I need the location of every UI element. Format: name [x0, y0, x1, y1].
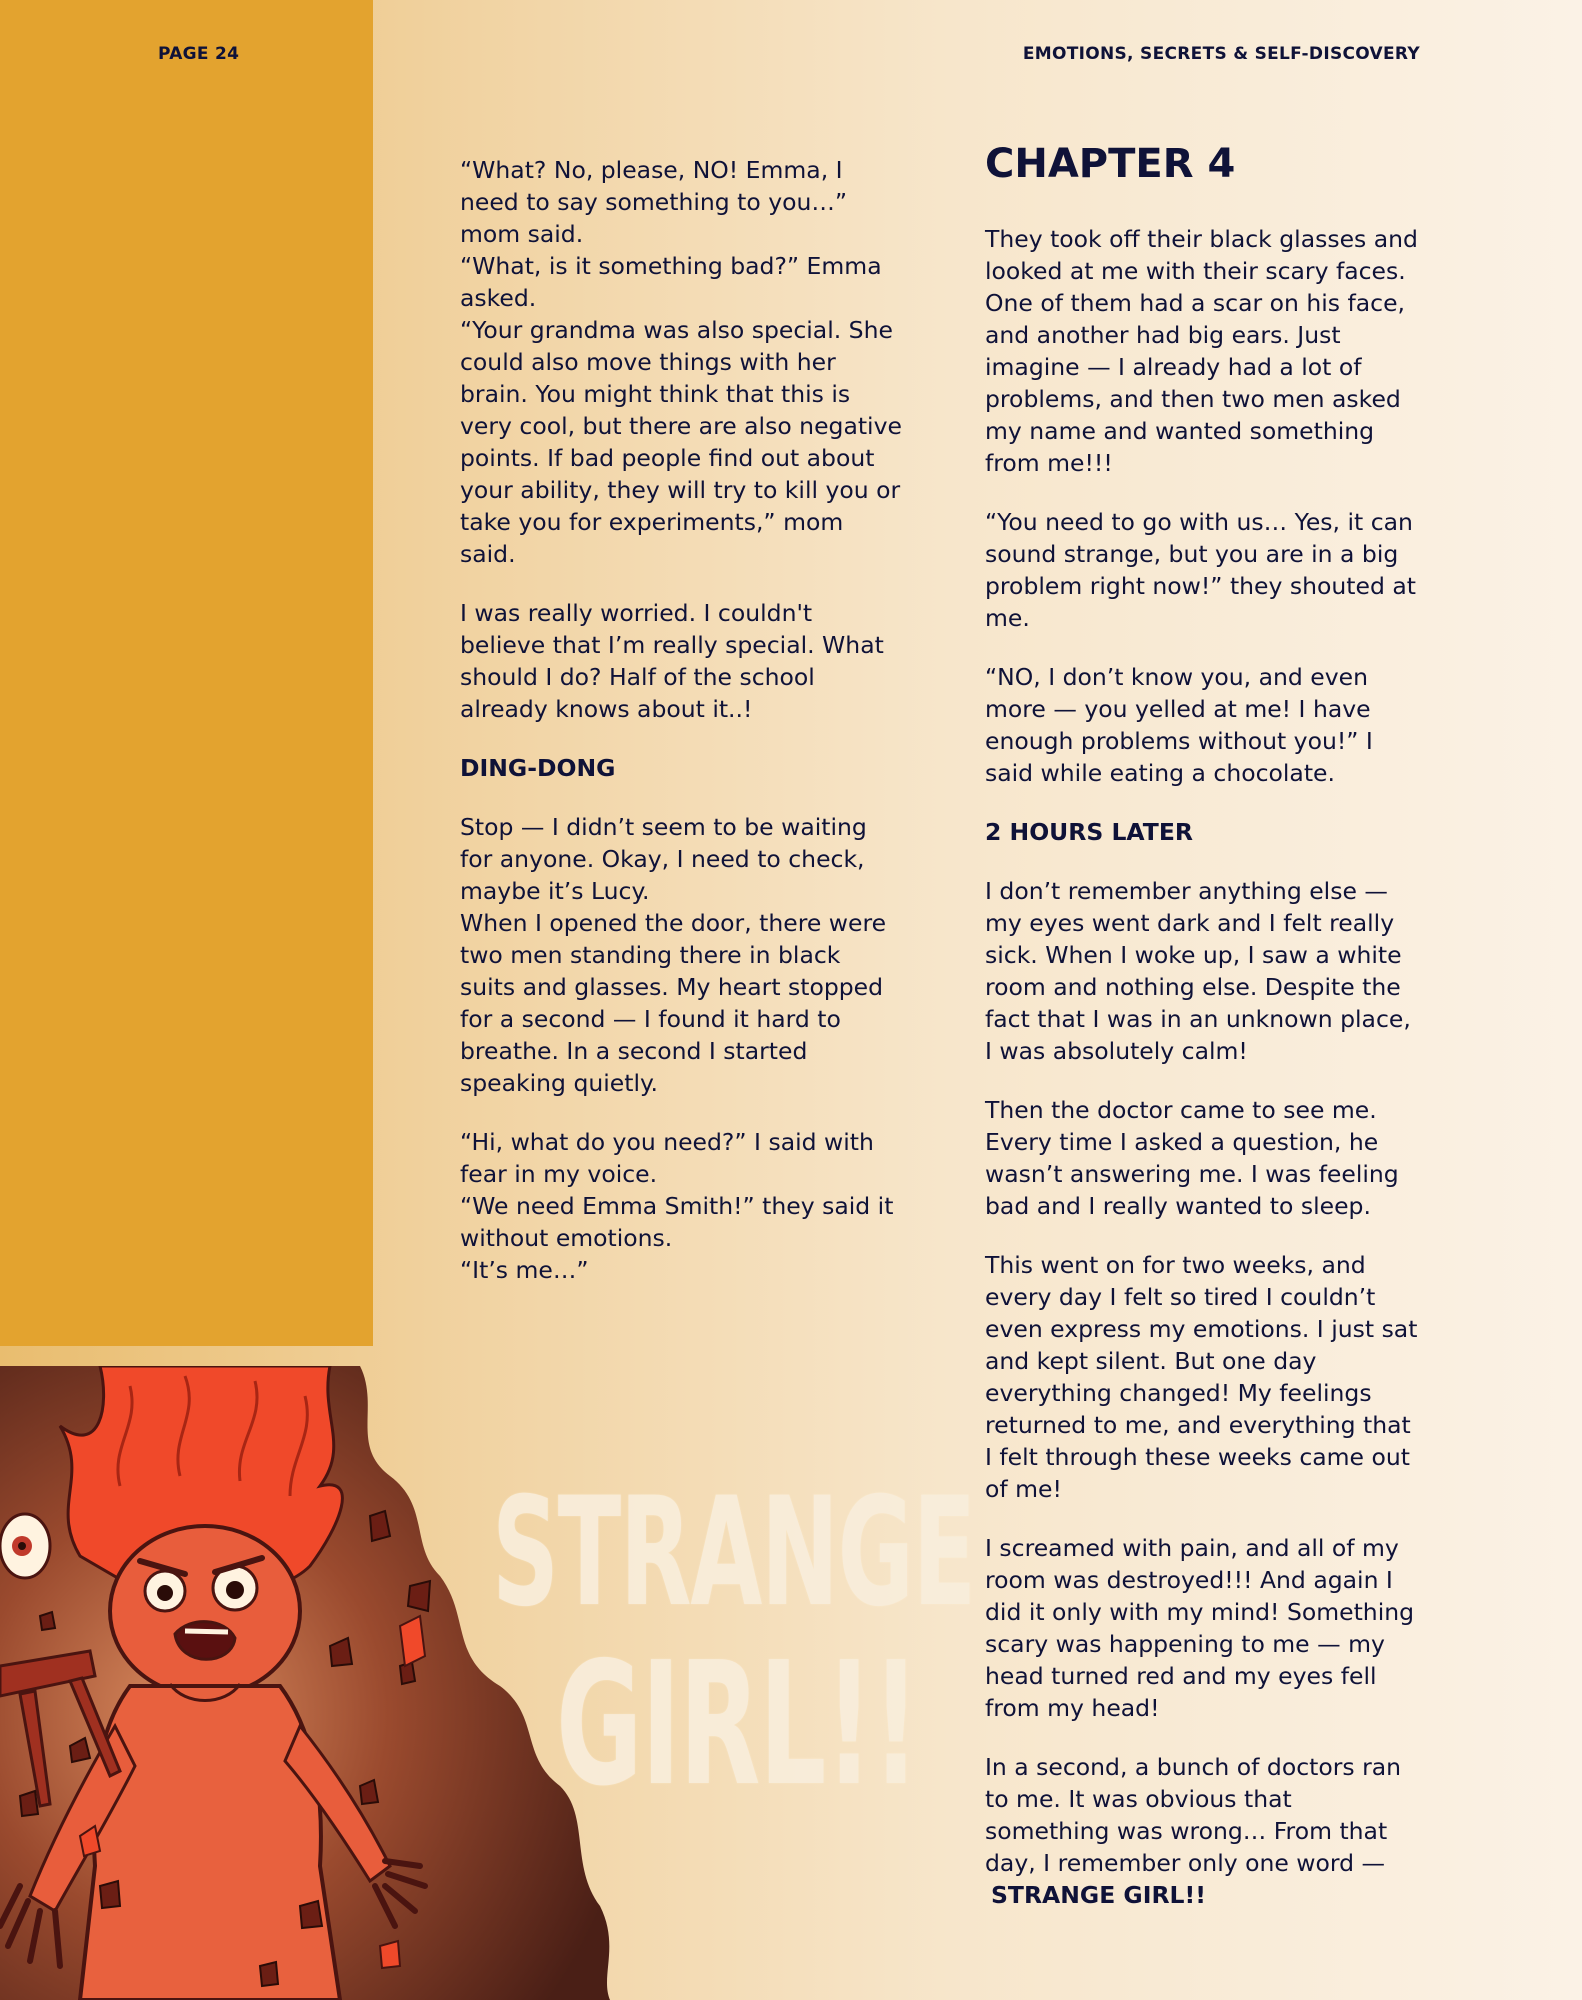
text-line: wasn’t answering me. I was feeling	[985, 1160, 1399, 1188]
paragraph	[460, 154, 910, 570]
left-text-column	[460, 154, 910, 1313]
text-line: points. If bad people find out about	[460, 444, 875, 472]
text-line: returned to me, and everything that	[985, 1411, 1411, 1439]
text-line: I screamed with pain, and all of my	[985, 1534, 1399, 1562]
text-line: for a second — I found it hard to	[460, 1005, 841, 1033]
page-number: PAGE 24	[158, 44, 240, 64]
text-line: and another had big ears. Just	[985, 321, 1341, 349]
paragraph	[985, 1751, 1425, 1911]
text-line: and kept silent. But one day	[985, 1347, 1317, 1375]
text-line: fear in my voice.	[460, 1160, 658, 1188]
section-subhead: 2 HOURS LATER	[985, 818, 1193, 846]
text-line: I was really worried. I couldn't	[460, 599, 813, 627]
text-line: breathe. In a second I started	[460, 1037, 808, 1065]
paragraph	[985, 1094, 1425, 1222]
text-line: asked.	[460, 284, 537, 312]
text-line: They took off their black glasses and	[985, 225, 1418, 253]
text-line: room and nothing else. Despite the	[985, 973, 1401, 1001]
text-line: already knows about it..!	[460, 695, 753, 723]
text-line: said while eating a chocolate.	[985, 759, 1335, 787]
text-line: “What, is it something bad?” Emma	[460, 252, 882, 280]
paragraph	[985, 223, 1425, 479]
text-line: said.	[460, 540, 516, 568]
text-line: bad and I really wanted to sleep.	[985, 1192, 1371, 1220]
text-line: suits and glasses. My heart stopped	[460, 973, 884, 1001]
text-line: without emotions.	[460, 1224, 673, 1252]
girl-head	[110, 1526, 300, 1696]
strange-title-art: STRANGE	[492, 1466, 976, 1640]
text-line: of me!	[985, 1475, 1062, 1503]
girl-title-art: GIRL!!	[556, 1626, 919, 1824]
text-line: two men standing there in black	[460, 941, 841, 969]
paragraph	[985, 1532, 1425, 1724]
paragraph	[460, 811, 910, 1099]
text-line: head turned red and my eyes fell	[985, 1662, 1377, 1690]
text-line: speaking quietly.	[460, 1069, 659, 1097]
text-line: even express my emotions. I just sat	[985, 1315, 1418, 1343]
paragraph	[985, 506, 1425, 634]
floating-eyeball-icon	[0, 1514, 50, 1578]
text-line: Then the doctor came to see me.	[985, 1096, 1377, 1124]
text-line: to me. It was obvious that	[985, 1785, 1292, 1813]
text-line: looked at me with their scary faces.	[985, 257, 1406, 285]
closing-phrase: STRANGE GIRL!!	[991, 1881, 1206, 1909]
running-header: EMOTIONS, SECRETS & SELF-DISCOVERY	[1022, 44, 1420, 64]
section-subhead: DING-DONG	[460, 754, 616, 782]
text-line: I don’t remember anything else —	[985, 877, 1388, 905]
text-line: fact that I was in an unknown place,	[985, 1005, 1411, 1033]
text-line: everything changed! My feelings	[985, 1379, 1372, 1407]
text-line: Every time I asked a question, he	[985, 1128, 1379, 1156]
text-line: from my head!	[985, 1694, 1160, 1722]
chapter-title: CHAPTER 4	[985, 141, 1236, 187]
paragraph	[985, 1249, 1425, 1505]
text-line: problem right now!” they shouted at	[985, 572, 1416, 600]
text-line: sick. When I woke up, I saw a white	[985, 941, 1402, 969]
text-line: sound strange, but you are in a big	[985, 540, 1399, 568]
text-line: “Your grandma was also special. She	[460, 316, 893, 344]
text-line: I was absolutely calm!	[985, 1037, 1248, 1065]
text-line: brain. You might think that this is	[460, 380, 851, 408]
text-line: problems, and then two men asked	[985, 385, 1401, 413]
text-line: “NO, I don’t know you, and even	[985, 663, 1369, 691]
text-line: maybe it’s Lucy.	[460, 877, 650, 905]
right-text-column	[985, 140, 1425, 1938]
text-line: mom said.	[460, 220, 584, 248]
text-line: something was wrong… From that	[985, 1817, 1388, 1845]
text-line: my name and wanted something	[985, 417, 1375, 445]
text-line: When I opened the door, there were	[460, 909, 887, 937]
text-line: In a second, a bunch of doctors ran	[985, 1753, 1402, 1781]
paragraph	[985, 875, 1425, 1067]
text-line: for anyone. Okay, I need to check,	[460, 845, 865, 873]
text-line: “What? No, please, NO! Emma, I	[460, 156, 843, 184]
mustard-panel	[0, 0, 373, 1346]
text-line: Stop — I didn’t seem to be waiting	[460, 813, 867, 841]
paragraph	[985, 661, 1425, 789]
text-line: should I do? Half of the school	[460, 663, 815, 691]
text-line: from me!!!	[985, 449, 1113, 477]
text-line: “We need Emma Smith!” they said it	[460, 1192, 894, 1220]
text-line: day, I remember only one word —	[985, 1849, 1386, 1877]
text-line: every day I felt so tired I couldn’t	[985, 1283, 1376, 1311]
text-line: very cool, but there are also negative	[460, 412, 902, 440]
text-line: scary was happening to me — my	[985, 1630, 1385, 1658]
text-line: me.	[985, 604, 1030, 632]
text-line: One of them had a scar on his face,	[985, 289, 1406, 317]
text-line: This went on for two weeks, and	[985, 1251, 1366, 1279]
text-line: my eyes went dark and I felt really	[985, 909, 1395, 937]
text-line: enough problems without you!” I	[985, 727, 1373, 755]
text-line: “Hi, what do you need?” I said with	[460, 1128, 874, 1156]
paragraph	[460, 1126, 910, 1286]
text-line: your ability, they will try to kill you or	[460, 476, 901, 504]
text-line: imagine — I already had a lot of	[985, 353, 1362, 381]
text-line: could also move things with her	[460, 348, 836, 376]
text-line: “It’s me…”	[460, 1256, 589, 1284]
text-line: did it only with my mind! Something	[985, 1598, 1415, 1626]
text-line: need to say something to you…”	[460, 188, 848, 216]
text-line: believe that I’m really special. What	[460, 631, 884, 659]
text-line: more — you yelled at me! I have	[985, 695, 1371, 723]
text-line: I felt through these weeks came out	[985, 1443, 1410, 1471]
text-line: take you for experiments,” mom	[460, 508, 844, 536]
text-line: room was destroyed!!! And again I	[985, 1566, 1393, 1594]
text-line: “You need to go with us… Yes, it can	[985, 508, 1413, 536]
paragraph	[460, 597, 910, 725]
